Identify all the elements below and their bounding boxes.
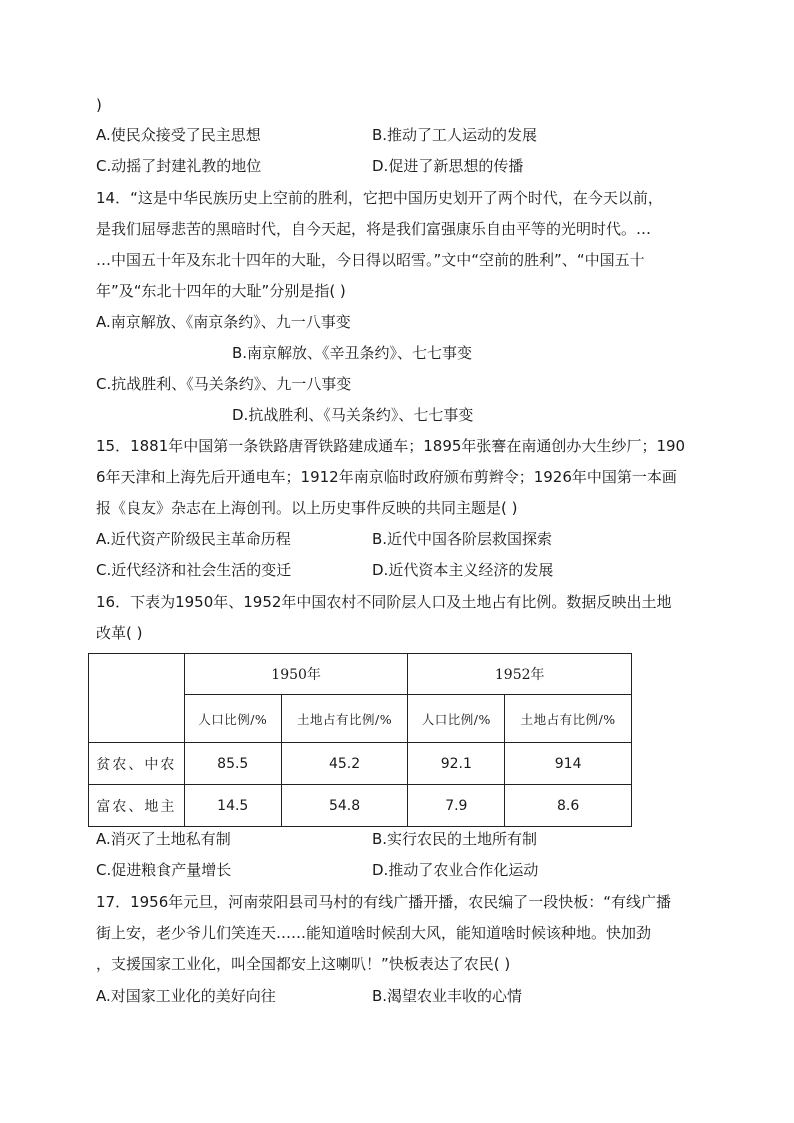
q15-stem-line: 15．1881年中国第一条铁路唐胥铁路建成通车；1895年张謇在南通创办大生纱厂；190 [96, 437, 686, 455]
q16-option-d: D.推动了农业合作化运动 [372, 861, 539, 879]
q17-stem-line: ，支援国家工业化，叫全国都安上这喇叭！”快板表达了农民( ) [96, 955, 511, 973]
q15-option-a: A.近代资产阶级民主革命历程 [96, 530, 291, 548]
q14-option-b: B.南京解放、《辛丑条约》、七七事变 [232, 344, 473, 362]
q14-option-a: A.南京解放、《南京条约》、九一八事变 [96, 313, 351, 331]
q13-option-c: C.动摇了封建礼教的地位 [96, 157, 262, 175]
q15-stem-line: 报《良友》杂志在上海创刊。以上历史事件反映的共同主题是( ) [96, 499, 518, 517]
q15-option-c: C.近代经济和社会生活的变迁 [96, 561, 292, 579]
table-row-label: 贫农、中农 [89, 743, 185, 785]
q14-option-c: C.抗战胜利、《马关条约》、九一八事变 [96, 375, 352, 393]
table-row [89, 743, 632, 785]
q16-stem-line: 16．下表为1950年、1952年中国农村不同阶层人口及土地占有比例。数据反映出土地 [96, 593, 672, 611]
table-cell: 14.5 [184, 785, 281, 827]
q13-option-d: D.促进了新思想的传播 [372, 157, 524, 175]
q17-option-b: B.渴望农业丰收的心情 [372, 987, 523, 1005]
q13-stem-tail: ) [96, 96, 102, 114]
table-year-header: 1952年 [408, 654, 632, 695]
table-row [89, 785, 632, 827]
table-cell: 92.1 [408, 743, 505, 785]
table-cell: 7.9 [408, 785, 505, 827]
q13-option-b: B.推动了工人运动的发展 [372, 126, 538, 144]
q16-option-b: B.实行农民的土地所有制 [372, 830, 538, 848]
q15-option-d: D.近代资本主义经济的发展 [372, 561, 554, 579]
table-column-header: 土地占有比例/% [281, 695, 408, 743]
table-cell: 45.2 [281, 743, 408, 785]
q14-stem-line: 年”及“东北十四年的大耻”分别是指( ) [96, 282, 346, 300]
q14-stem-line: 是我们屈辱悲苦的黑暗时代，自今天起，将是我们富强康乐自由平等的光明时代。… [96, 220, 652, 238]
table-row-label: 富农、地主 [89, 785, 185, 827]
q13-option-a: A.使民众接受了民主思想 [96, 126, 261, 144]
q16-option-a: A.消灭了土地私有制 [96, 830, 231, 848]
q14-stem-line: 14．“这是中华民族历史上空前的胜利，它把中国历史划开了两个时代，在今天以前， [96, 189, 663, 207]
q15-stem-line: 6年天津和上海先后开通电车；1912年南京临时政府颁布剪辫令；1926年中国第一本画 [96, 468, 677, 486]
q17-option-a: A.对国家工业化的美好向往 [96, 987, 276, 1005]
table-cell: 914 [505, 743, 632, 785]
q17-stem-line: 17．1956年元旦，河南荥阳县司马村的有线广播开播，农民编了一段快板：“有线广播 [96, 893, 672, 911]
q14-stem-line: …中国五十年及东北十四年的大耻，今日得以昭雪。”文中“空前的胜利”、“中国五十 [96, 251, 645, 269]
q16-stem-line: 改革( ) [96, 624, 143, 642]
table-year-header: 1950年 [184, 654, 408, 695]
table-column-header: 土地占有比例/% [505, 695, 632, 743]
table-column-header: 人口比例/% [184, 695, 281, 743]
q16-option-c: C.促进粮食产量增长 [96, 861, 232, 879]
q15-option-b: B.近代中国各阶层救国探索 [372, 530, 553, 548]
table-cell: 85.5 [184, 743, 281, 785]
land-reform-table [88, 653, 632, 827]
q14-option-d: D.抗战胜利、《马关条约》、七七事变 [232, 406, 474, 424]
table-cell: 54.8 [281, 785, 408, 827]
table-corner-cell [89, 654, 185, 743]
q17-stem-line: 街上安，老少爷儿们笑连天……能知道啥时候刮大风，能知道啥时候该种地。快加劲 [96, 924, 652, 942]
table-cell: 8.6 [505, 785, 632, 827]
table-column-header: 人口比例/% [408, 695, 505, 743]
